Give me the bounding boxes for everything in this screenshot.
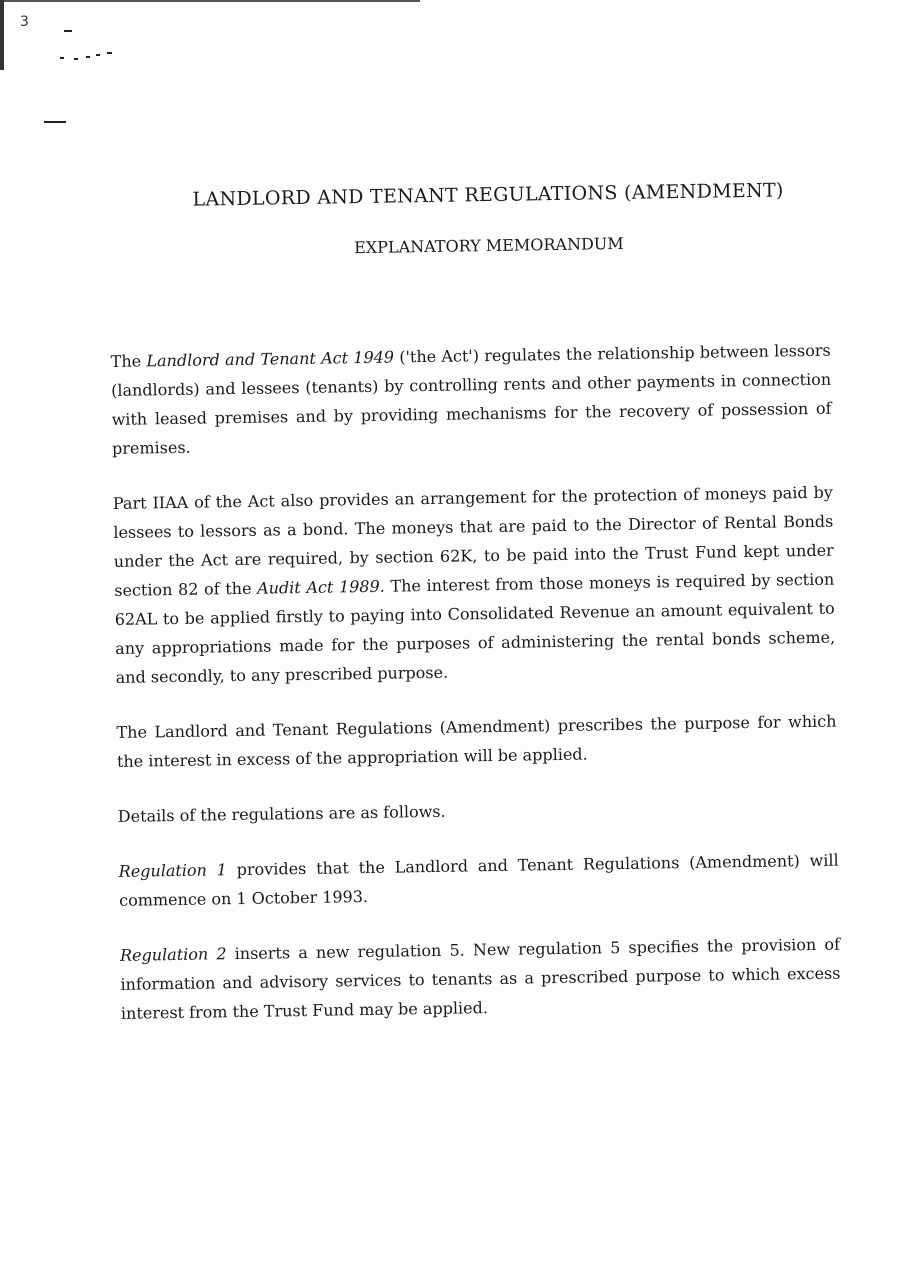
paragraph-details-intro: Details of the regulations are as follows. bbox=[117, 801, 446, 826]
paragraph-regulation-2 bbox=[120, 930, 841, 1028]
scan-speck bbox=[107, 52, 112, 54]
paragraph-purpose: The Landlord and Tenant Regulations (Amendment) prescribes the purpose for which the interest in excess of the appropriation will be applied. bbox=[116, 711, 837, 771]
paragraph-text: inserts a new regulation 5. New regulation 5 specifies the provision of information and advisory services to tenants as a prescribed purpose to which excess interest from the Trust Fund may be applied. bbox=[120, 934, 841, 1023]
scan-edge-top bbox=[0, 0, 420, 2]
regulation-label: Regulation 2 bbox=[119, 944, 227, 965]
scan-speck bbox=[60, 57, 64, 59]
paragraph-text: The bbox=[110, 351, 147, 371]
scan-speck bbox=[64, 30, 72, 32]
paragraph-act-overview bbox=[110, 336, 832, 463]
regulation-label: Regulation 1 bbox=[118, 860, 228, 881]
scan-speck bbox=[96, 54, 100, 56]
paragraph-rental-bonds bbox=[113, 478, 836, 692]
paragraph-regulation-1 bbox=[118, 846, 839, 915]
paragraph-text: ('the Act') regulates the relationship between lessors (landlords) and lessees (tenants) by controlling rents and other payments in connection with leased premises and by providing mechanisms for the recovery of possession of premises. bbox=[111, 340, 832, 458]
paragraph-text: provides that the Landlord and Tenant Regulations (Amendment) will commence on 1 October 1993. bbox=[119, 850, 839, 910]
act-name: Landlord and Tenant Act 1949 bbox=[146, 347, 395, 371]
scan-speck bbox=[74, 58, 78, 60]
scan-speck bbox=[44, 121, 66, 123]
paragraph-text: Part IIAA of the Act also provides an arrangement for the protection of moneys paid by lessees to lessors as a bond. The moneys that are paid to the Director of Rental Bonds under the Act are required, by section 62K, to be paid into the Trust Fund kept under section 82 of the bbox=[112, 482, 834, 600]
document-subtitle: EXPLANATORY MEMORANDUM bbox=[354, 233, 624, 258]
act-name: Audit Act 1989. bbox=[256, 576, 385, 598]
document-title: LANDLORD AND TENANT REGULATIONS (AMENDMENT) bbox=[192, 179, 784, 211]
scan-corner-mark: 3 bbox=[20, 14, 29, 30]
scan-speck bbox=[86, 56, 90, 58]
scan-edge-left bbox=[0, 0, 4, 70]
document-body bbox=[110, 336, 841, 1028]
document-content bbox=[108, 179, 841, 1054]
paragraph-text: The interest from those moneys is required by section 62AL to be applied firstly to paying into Consolidated Revenue an amount equivalent to any appropriations made for the purposes of administering the rental bonds scheme, and secondly, to any prescribed purpose. bbox=[114, 569, 836, 687]
